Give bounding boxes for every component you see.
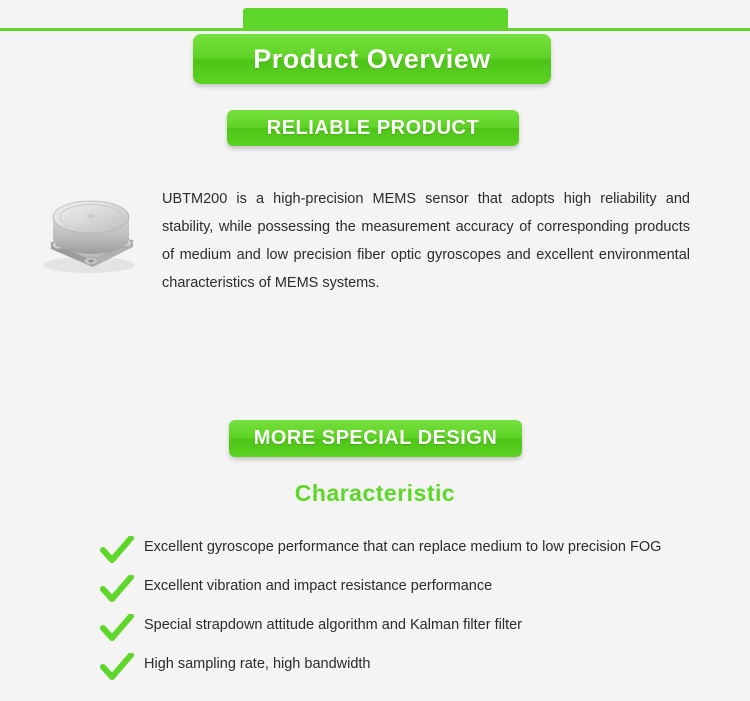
page-title-banner: Product Overview — [193, 34, 551, 84]
feature-text: Excellent vibration and impact resistance performance — [144, 578, 493, 594]
feature-text: Excellent gyroscope performance that can replace medium to low precision FOG — [144, 539, 662, 555]
list-item — [100, 612, 730, 644]
list-item — [100, 651, 730, 683]
section-banner-more-special-design: MORE SPECIAL DESIGN — [229, 420, 522, 457]
feature-text: High sampling rate, high bandwidth — [144, 656, 371, 672]
check-icon — [100, 536, 134, 566]
product-description: UBTM200 is a high-precision MEMS sensor that adopts high reliability and stability, while possessing the measurement accuracy of corresponding products of medium and low precision fiber optic gyroscopes and excellent environmental characteristics of MEMS systems. — [162, 191, 690, 291]
top-green-rule — [0, 28, 750, 31]
list-item — [100, 573, 730, 605]
check-icon — [100, 653, 134, 683]
feature-text: Special strapdown attitude algorithm and Kalman filter filter — [144, 617, 522, 633]
product-image — [33, 183, 143, 278]
top-green-tab — [243, 8, 508, 30]
check-icon — [100, 614, 134, 644]
characteristic-heading: Characteristic — [294, 480, 456, 506]
feature-list — [100, 534, 730, 690]
section-banner-reliable-product: RELIABLE PRODUCT — [227, 110, 519, 146]
check-icon — [100, 575, 134, 605]
list-item — [100, 534, 730, 566]
